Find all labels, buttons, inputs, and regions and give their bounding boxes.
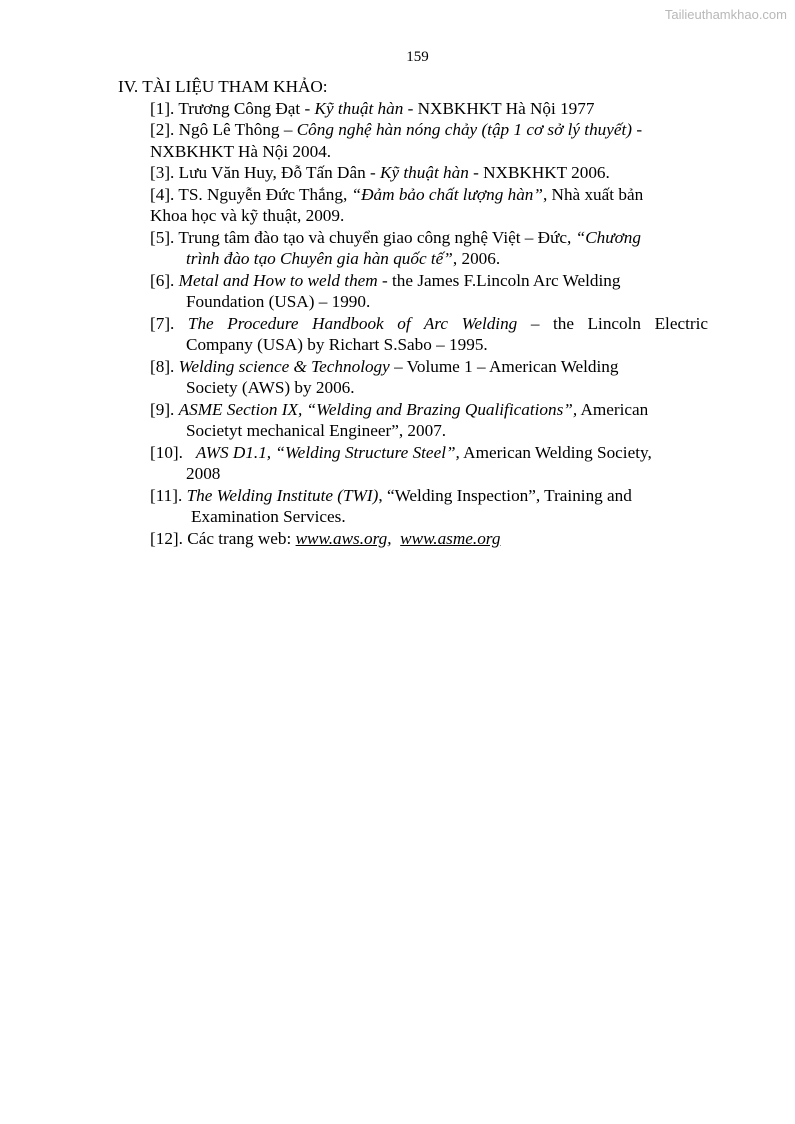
- reference-line: [150, 313, 708, 335]
- reference-title: Metal and How to weld them: [178, 270, 378, 290]
- reference-text: , “Welding Inspection”, Training and: [378, 485, 632, 505]
- reference-list: [0, 98, 795, 550]
- reference-title: “Đảm bảo chất lượng hàn”: [351, 184, 543, 204]
- reference-text: – Volume 1 – American Welding: [389, 356, 619, 376]
- reference-title: trình đào tạo Chuyên gia hàn quốc tế”: [186, 249, 453, 268]
- reference-text: NXBKHKT Hà Nội 2004.: [150, 141, 332, 161]
- reference-text: 2008: [186, 464, 221, 483]
- reference-line: [150, 141, 795, 163]
- reference-text: [8].: [150, 356, 179, 376]
- reference-line: [150, 485, 795, 507]
- reference-title: Kỹ thuật hàn: [380, 163, 469, 182]
- reference-line: [150, 270, 795, 292]
- reference-text: American Welding Society,: [459, 442, 652, 462]
- reference-line: [150, 442, 795, 464]
- reference-title: “Chương: [575, 227, 641, 247]
- reference-line: [150, 205, 795, 227]
- reference-line: [150, 227, 795, 249]
- reference-text: [6].: [150, 270, 179, 290]
- reference-text: [3]. Lưu Văn Huy, Đỗ Tấn Dân -: [150, 163, 380, 182]
- reference-text: [11].: [150, 485, 187, 505]
- reference-text: -: [632, 120, 643, 139]
- reference-line: [186, 377, 795, 399]
- reference-text: - NXBKHKT 2006.: [468, 163, 610, 182]
- reference-text: , Nhà xuất bản: [542, 184, 644, 204]
- reference-line: [150, 162, 795, 184]
- reference-line: [186, 248, 795, 270]
- reference-line: [150, 119, 795, 141]
- website-link[interactable]: www.asme.org: [400, 528, 501, 548]
- reference-text: - the James F.Lincoln Arc Welding: [377, 270, 621, 290]
- reference-text: [12]. Các trang web:: [150, 528, 296, 548]
- reference-text: [1]. Trương Công Đạt -: [150, 98, 315, 118]
- reference-line: [186, 334, 795, 356]
- reference-line: [150, 399, 795, 421]
- reference-text: [5]. Trung tâm đào tạo và chuyển giao công nghệ Việt – Đức,: [150, 227, 576, 247]
- reference-text: ,: [387, 528, 401, 548]
- reference-text: Societyt mechanical Engineer”, 2007.: [186, 421, 447, 440]
- reference-text: Company (USA) by Richart S.Sabo – 1995.: [186, 335, 488, 354]
- reference-text: Society (AWS) by 2006.: [186, 378, 355, 397]
- reference-text: - NXBKHKT Hà Nội 1977: [403, 98, 595, 118]
- reference-text: [7].: [150, 313, 188, 333]
- watermark: Tailieuthamkhao.com: [664, 7, 787, 22]
- reference-text: [9].: [150, 399, 179, 419]
- reference-line: [150, 356, 795, 378]
- reference-line: [186, 420, 795, 442]
- reference-text: [4]. TS. Nguyễn Đức Thắng,: [150, 184, 352, 204]
- reference-title: Kỹ thuật hàn: [314, 98, 404, 118]
- reference-text: Foundation (USA) – 1990.: [186, 292, 371, 311]
- reference-line: [191, 506, 795, 528]
- reference-title: The Procedure Handbook of Arc Welding –: [187, 313, 540, 333]
- reference-line: [150, 528, 795, 550]
- reference-title: ASME Section IX, “Welding and Brazing Qualifications”,: [178, 399, 578, 419]
- reference-line: [150, 184, 795, 206]
- reference-text: [10].: [150, 442, 196, 462]
- reference-text: , 2006.: [452, 249, 501, 268]
- references-section: [0, 76, 795, 549]
- reference-text: [2]. Ngô Lê Thông –: [150, 120, 297, 139]
- website-link[interactable]: www.aws.org: [295, 528, 388, 548]
- reference-line: [186, 291, 795, 313]
- reference-title: The Welding Institute (TWI): [186, 485, 379, 505]
- reference-title: Welding science & Technology: [178, 356, 390, 376]
- reference-title: AWS D1.1, “Welding Structure Steel”,: [195, 442, 460, 462]
- reference-title: Công nghệ hàn nóng chảy (tập 1 cơ sở lý thuyết): [296, 120, 633, 139]
- reference-text: the Lincoln Electric: [539, 313, 708, 333]
- reference-text: American: [577, 399, 649, 419]
- reference-text: Examination Services.: [191, 507, 346, 526]
- reference-line: [186, 463, 795, 485]
- reference-text: Khoa học và kỹ thuật, 2009.: [150, 206, 345, 225]
- section-heading: IV. TÀI LIỆU THAM KHẢO:: [118, 77, 328, 96]
- reference-line: [150, 98, 795, 120]
- page-number: 159: [406, 49, 429, 65]
